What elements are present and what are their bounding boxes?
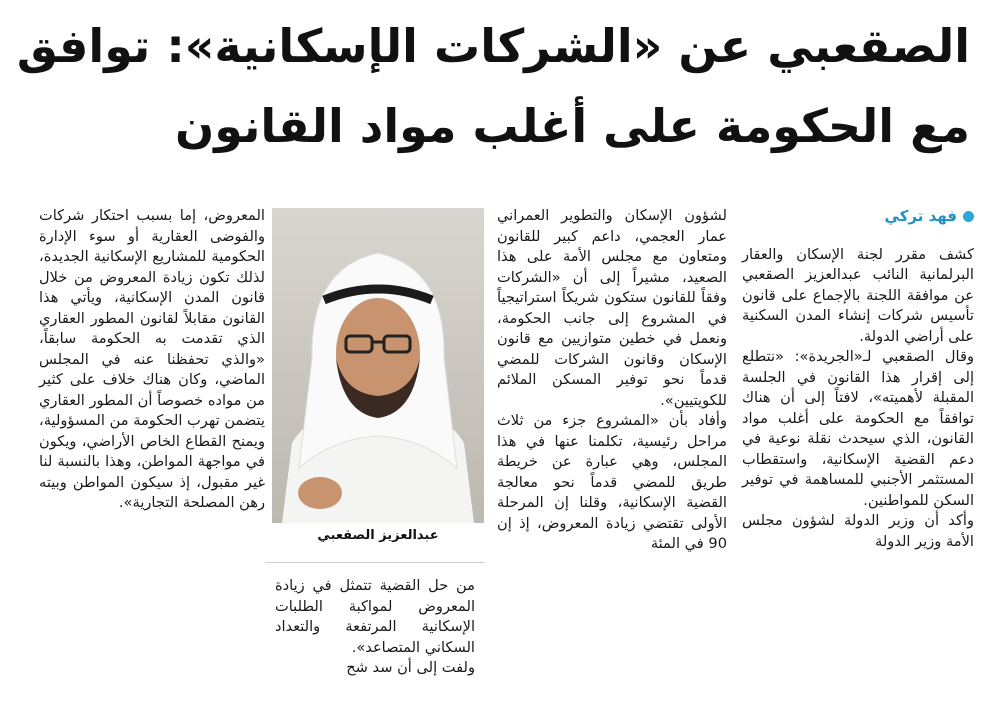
byline-author: فهد تركي: [884, 207, 957, 225]
photo-caption: عبدالعزيز الصقعبي: [317, 528, 439, 543]
article-column-4: [39, 206, 265, 514]
portrait-photo: [272, 208, 484, 523]
paragraph: المعروض، إما بسبب احتكار شركات والفوضى العقارية أو سوء الإدارة الحكومية للمشاريع الإسكانية الجديدة، لذلك تكون زيادة المعروض من خلال قانون المدن الإسكانية، ويأتي هذا القانون مقابلاً لقانون المطور العقاري الذي تقدمت به الحكومة سابقاً، «والذي تحفظنا عنه في المجلس الماضي، وكان هناك خلاف على كثير من مواده خصوصاً أن المطور العقاري يتضمن تهرب الحكومة من المسؤولية، ويمنح القطاع الخاص الأراضي، ويكون في مواجهة المواطن، وهذا بالنسبة لنا غير مقبول، إذ سيكون المواطن وبيته رهن المصلحة التجارية».: [39, 207, 265, 511]
paragraph: ولفت إلى أن سد شح: [346, 659, 475, 676]
paragraph: من حل القضية تتمثل في زيادة المعروض لمواكبة الطلبات الإسكانية المرتفعة والتعداد السكاني المتصاعد».: [275, 577, 475, 656]
divider: [265, 562, 485, 563]
headline-line-1: الصقعبي عن «الشركات الإسكانية»: توافق: [16, 19, 970, 73]
article-column-3: [275, 576, 475, 679]
headline: [16, 6, 970, 166]
paragraph: وأكد أن وزير الدولة لشؤون مجلس الأمة وزير الدولة: [742, 512, 974, 550]
article-column-1: [742, 206, 974, 552]
paragraph: وقال الصقعبي لـ«الجريدة»: «نتطلع إلى إقرار هذا القانون في الجلسة المقبلة لأهميته»، لافتاً إلى أن هناك توافقاً مع الحكومة على أغلب مواد القانون، الذي سيحدث نقلة نوعية في دعم القضية الإسكانية، واستقطاب المستثمر الأجنبي للمساهمة في توفير السكن للمواطنين.: [742, 348, 974, 509]
paragraph: كشف مقرر لجنة الإسكان والعقار البرلمانية النائب عبدالعزيز الصقعبي عن موافقة اللجنة بالإجماع على قانون تأسيس شركات إنشاء المدن السكنية على أراضي الدولة.: [742, 245, 974, 345]
article-column-2: [497, 206, 727, 555]
paragraph: لشؤون الإسكان والتطوير العمراني عمار العجمي، داعم كبير للقانون ومتعاون مع مجلس الأمة على هذا الصعيد، مشيراً إلى أن «الشركات وفقاً للقانون ستكون شريكاً استراتيجياً في المشروع إلى جانب الحكومة، ونعمل في خطين متوازيين مع قانون الإسكان وقانون الشركات للمضي قدماً نحو توفير المسكن الملائم للكويتيين».: [497, 207, 727, 409]
paragraph: وأفاد بأن «المشروع جزء من ثلاث مراحل رئيسية، تكلمنا عنها في هذا المجلس، وهي عبارة عن خريطة طريق للمضي قدماً نحو معالجة القضية الإسكانية، وقلنا إن المرحلة الأولى تقتضي زيادة المعروض، إذ إن 90 في المئة: [497, 412, 727, 552]
byline: [742, 206, 974, 227]
bullet-icon: [963, 211, 974, 222]
person-illustration: [272, 208, 484, 523]
headline-line-2: مع الحكومة على أغلب مواد القانون: [174, 99, 970, 153]
